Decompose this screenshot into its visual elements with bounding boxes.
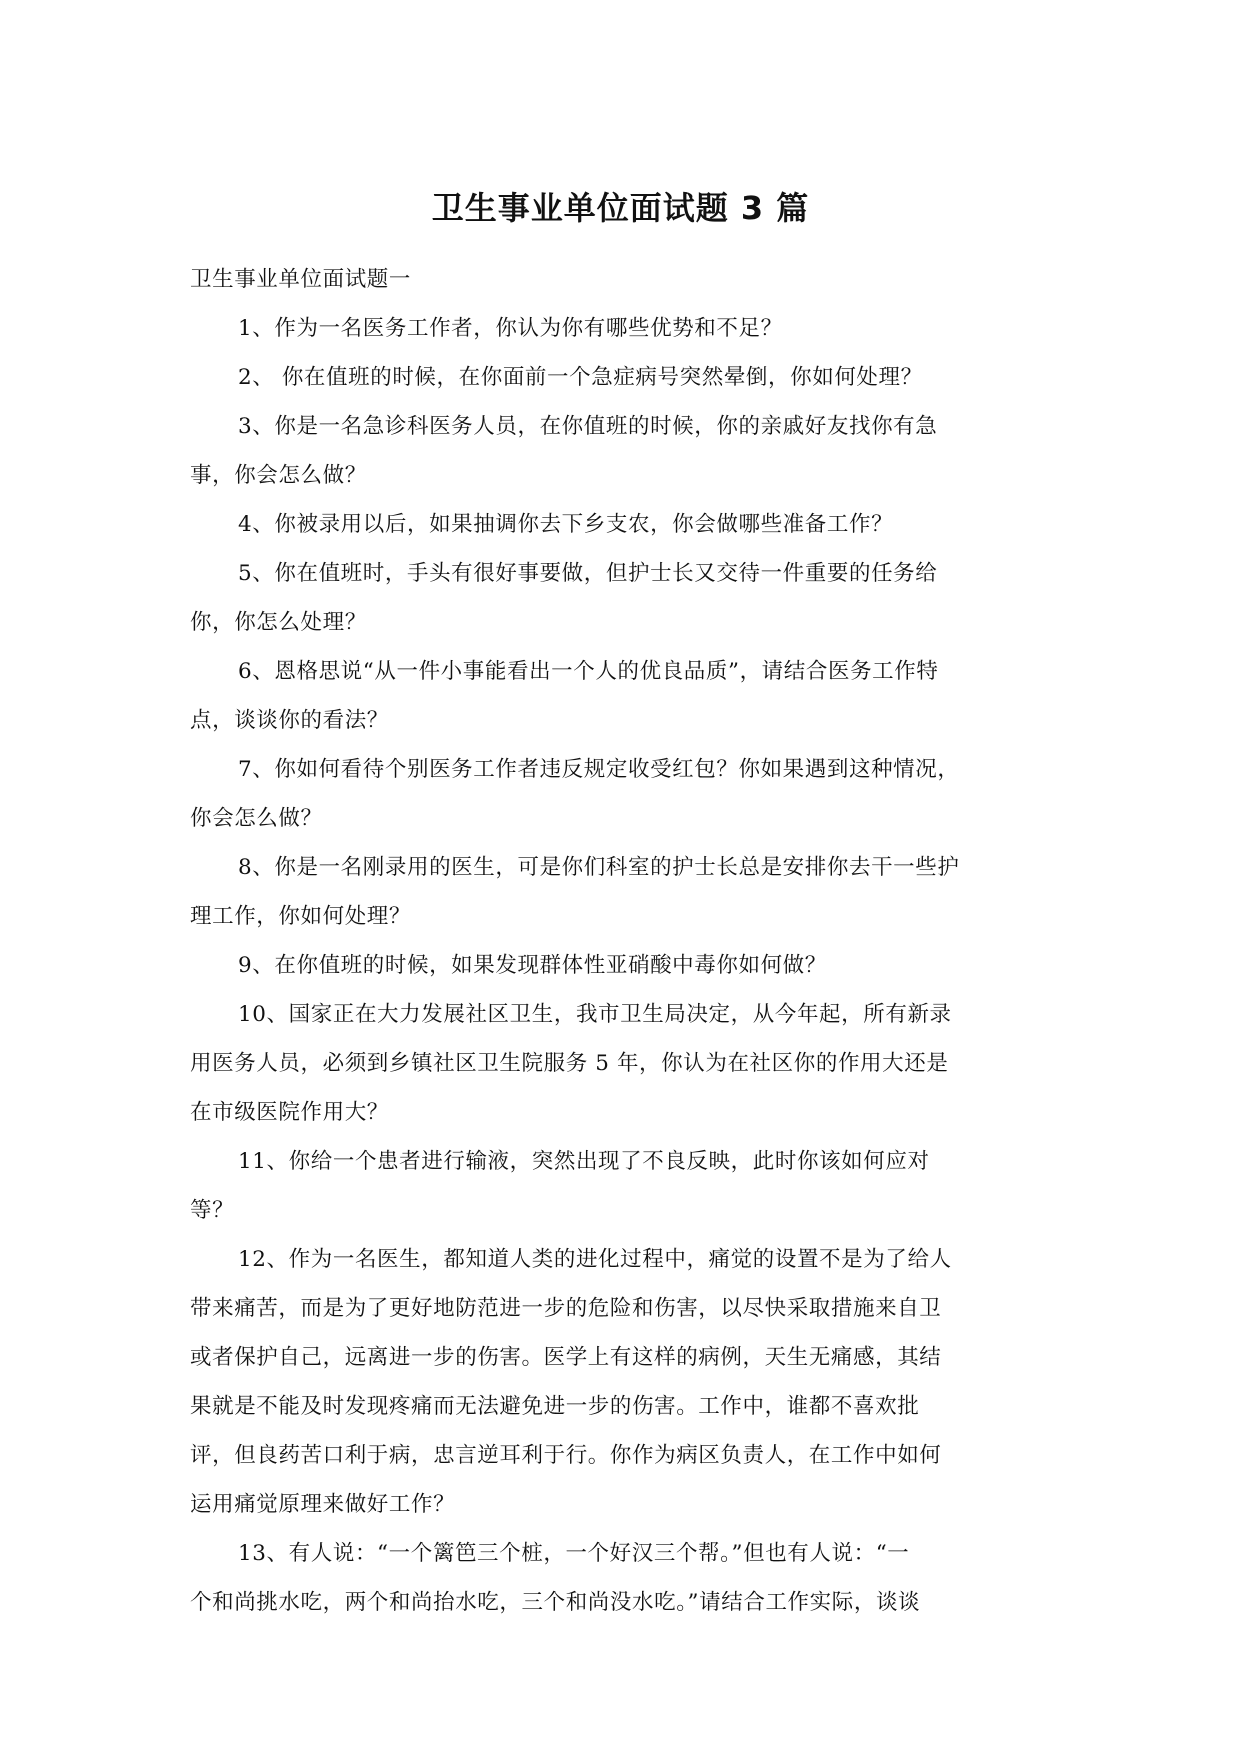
question-3: 3、你是一名急诊科医务人员，在你值班的时候，你的亲戚好友找你有急 事，你会怎么做？ xyxy=(190,414,938,488)
question-13: 13、有人说：“一个篱笆三个桩，一个好汉三个帮。”但也有人说：“一 个和尚挑水吃，两个和尚抬水吃，三个和尚没水吃。”请结合工作实际，谈谈 xyxy=(190,1541,921,1615)
question-9: 9、在你值班的时候，如果发现群体性亚硝酸中毒你如何做？ xyxy=(238,953,827,978)
question-8: 8、你是一名刚录用的医生，可是你们科室的护士长总是安排你去干一些护 理工作，你如何处理？ xyxy=(190,855,960,929)
question-2: 2、 你在值班的时候，在你面前一个急症病号突然晕倒，你如何处理？ xyxy=(238,365,923,390)
question-5: 5、你在值班时，手头有很好事要做，但护士长又交待一件重要的任务给 你，你怎么处理？ xyxy=(190,561,938,635)
question-1: 1、作为一名医务工作者，你认为你有哪些优势和不足？ xyxy=(238,316,783,341)
document-title: 卫生事业单位面试题 3 篇 xyxy=(431,189,810,227)
question-7: 7、你如何看待个别医务工作者违反规定收受红包？你如果遇到这种情况， 你会怎么做？ xyxy=(190,757,960,831)
question-6: 6、恩格思说“从一件小事能看出一个人的优良品质”，请结合医务工作特 点，谈谈你的看法？ xyxy=(190,659,939,733)
document-body xyxy=(190,255,1056,1627)
section-heading: 卫生事业单位面试题一 xyxy=(190,267,412,292)
question-11: 11、你给一个患者进行输液，突然出现了不良反映，此时你该如何应对 等？ xyxy=(190,1149,930,1223)
question-12: 12、作为一名医生，都知道人类的进化过程中，痛觉的设置不是为了给人 带来痛苦，而是为了更好地防范进一步的危险和伤害，以尽快采取措施来自卫 或者保护自己，远离进一步的伤害。医学上有这样的病例，天生无痛感，其结 果就是不能及时发现疼痛而无法避免进一步的伤害。工作中，谁都不喜欢批 评，但良药苦口利于病，忠言逆耳利于行。你作为病区负责人，在工作中如何 运用痛觉原理来做好工作？ xyxy=(190,1247,952,1517)
question-10: 10、国家正在大力发展社区卫生，我市卫生局决定，从今年起，所有新录 用医务人员，必须到乡镇社区卫生院服务 5 年，你认为在社区你的作用大还是 在市级医院作用大？ xyxy=(190,1002,952,1125)
question-4: 4、你被录用以后，如果抽调你去下乡支农，你会做哪些准备工作？ xyxy=(238,512,894,537)
